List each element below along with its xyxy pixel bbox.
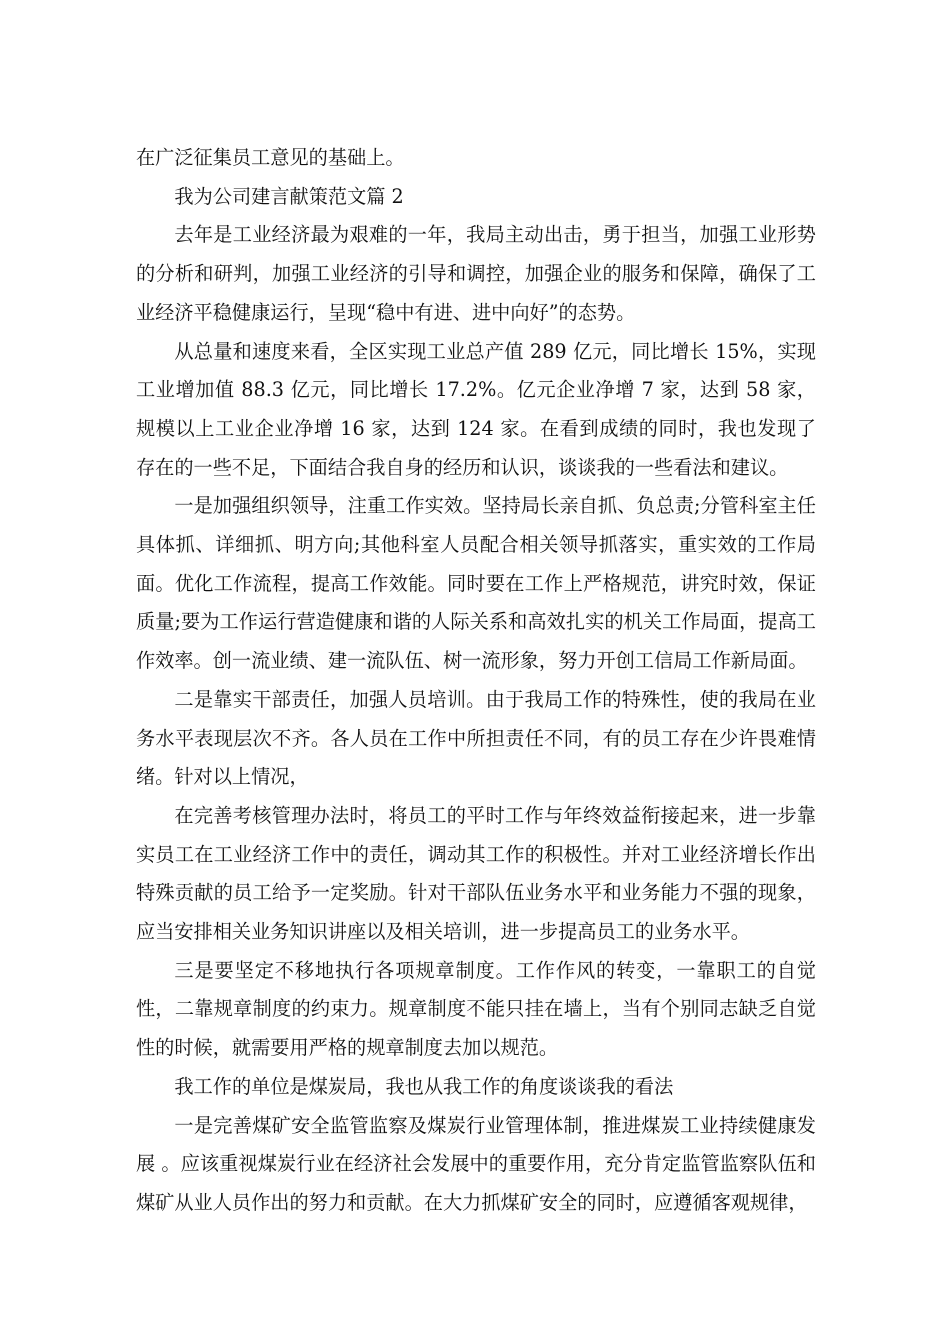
paragraph: 从总量和速度来看，全区实现工业总产值 289 亿元，同比增长 15%，实现工业增加值 88.3 亿元，同比增长 17.2%。亿元企业净增 7 家，达到 58 家，规模以上工业企业净增 16 家，达到 124 家。在看到成绩的同时，我也发现了存在的一些不足，下面结合我自身的经历和认识，谈谈我的一些看法和建议。 xyxy=(136,339,816,479)
paragraph: 在完善考核管理办法时，将员工的平时工作与年终效益衔接起来，进一步靠实员工在工业经济工作中的责任，调动其工作的积极性。并对工业经济增长作出特殊贡献的员工给予一定奖励。针对干部队伍业务水平和业务能力不强的现象，应当安排相关业务知识讲座以及相关培训，进一步提高员工的业务水平。 xyxy=(136,803,816,944)
paragraph: 三是要坚定不移地执行各项规章制度。工作作风的转变，一靠职工的自觉性，二靠规章制度的约束力。规章制度不能只挂在墙上，当有个别同志缺乏自觉性的时候，就需要用严格的规章制度去加以规范。 xyxy=(136,958,816,1060)
section-heading: 我为公司建言献策范文篇 2 xyxy=(174,184,404,208)
paragraph: 去年是工业经济最为艰难的一年，我局主动出击，勇于担当，加强工业形势的分析和研判，加强工业经济的引导和调控，加强企业的服务和保障，确保了工业经济平稳健康运行，呈现“稳中有进、进中向好”的态势。 xyxy=(136,223,816,324)
paragraph: 我工作的单位是煤炭局，我也从我工作的角度谈谈我的看法 xyxy=(174,1074,674,1098)
paragraph: 二是靠实干部责任，加强人员培训。由于我局工作的特殊性，使的我局在业务水平表现层次不齐。各人员在工作中所担责任不同，有的员工存在少许畏难情绪。针对以上情况， xyxy=(136,687,816,789)
paragraph: 一是完善煤矿安全监管监察及煤炭行业管理体制，推进煤炭工业持续健康发展 。应该重视煤炭行业在经济社会发展中的重要作用，充分肯定监管监察队伍和煤矿从业人员作出的努力和贡献。在大力抓煤矿安全的同时，应遵循客观规律， xyxy=(136,1113,816,1214)
paragraph-continuation: 在广泛征集员工意见的基础上。 xyxy=(136,146,405,169)
paragraph: 一是加强组织领导，注重工作实效。坚持局长亲自抓、负总责;分管科室主任具体抓、详细抓、明方向;其他科室人员配合相关领导抓落实，重实效的工作局面。优化工作流程，提高工作效能。同时要在工作上严格规范，讲究时效，保证质量;要为工作运行营造健康和谐的人际关系和高效扎实的机关工作局面，提高工作效率。创一流业绩、建一流队伍、树一流形象，努力开创工信局工作新局面。 xyxy=(136,494,816,673)
